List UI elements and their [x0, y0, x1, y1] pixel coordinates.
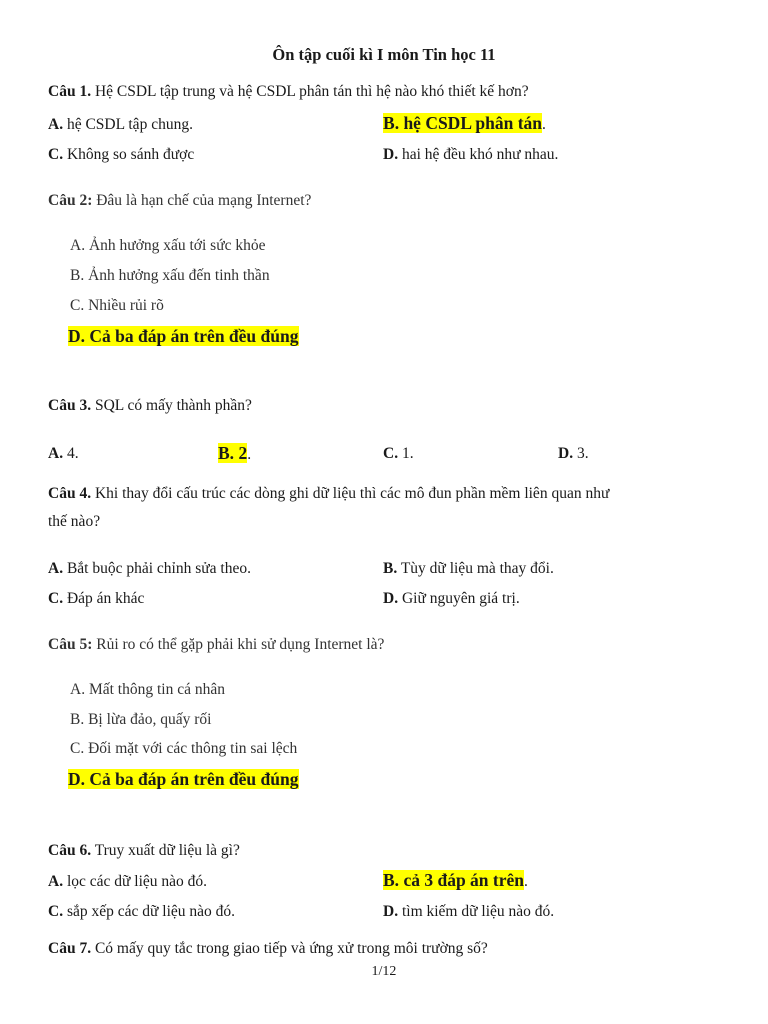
- question-5: [48, 636, 384, 655]
- q6-option-d: D. tìm kiếm dữ liệu nào đó.: [383, 903, 555, 920]
- q6-option-b-answer: B. cả 3 đáp án trên.: [383, 870, 528, 890]
- q3-option-d: D. 3.: [558, 445, 589, 462]
- question-text: SQL có mấy thành phần?: [94, 397, 252, 414]
- q4-option-a: A. Bắt buộc phải chỉnh sửa theo.: [48, 560, 251, 577]
- q2-option-d-answer: [68, 326, 299, 348]
- question-label: Câu 4.: [48, 485, 92, 502]
- q5-option-d-answer: [68, 769, 299, 791]
- option-label: D.: [383, 146, 399, 163]
- question-label: Câu 5:: [48, 636, 93, 653]
- question-text: Truy xuất dữ liệu là gì?: [94, 842, 240, 859]
- q4-option-c: C. Đáp án khác: [48, 590, 145, 607]
- q1-option-b-answer: B. hệ CSDL phân tán.: [383, 113, 546, 133]
- question-label: Câu 3.: [48, 397, 92, 414]
- q1-option-a: [48, 116, 193, 135]
- question-4: [48, 485, 722, 504]
- option-label: C.: [48, 146, 64, 163]
- question-6: [48, 842, 240, 861]
- q5-option-c: C. Đối mặt với các thông tin sai lệch: [70, 740, 298, 757]
- question-1: [48, 83, 529, 102]
- q1-option-d: [383, 146, 558, 165]
- page-title: Ôn tập cuối kì I môn Tin học 11: [272, 45, 496, 64]
- question-4-continued: thế nào?: [48, 513, 101, 530]
- q6-option-a: A. lọc các dữ liệu nào đó.: [48, 873, 208, 890]
- q1-option-c: [48, 146, 194, 165]
- question-label: Câu 6.: [48, 842, 92, 859]
- q3-option-c: C. 1.: [383, 445, 414, 462]
- q4-option-b: B. Tùy dữ liệu mà thay đổi.: [383, 560, 554, 577]
- q3-option-a: A. 4.: [48, 445, 79, 462]
- q6-option-c: C. sắp xếp các dữ liệu nào đó.: [48, 903, 236, 920]
- question-text: Rủi ro có thể gặp phải khi sử dụng Internet là?: [96, 636, 385, 653]
- question-text: Khi thay đổi cấu trúc các dòng ghi dữ liệu thì các mô đun phần mềm liên quan như: [94, 485, 610, 502]
- option-text: hệ CSDL tập chung.: [66, 116, 193, 133]
- highlighted-answer: B. cả 3 đáp án trên: [383, 870, 524, 890]
- q5-option-a: A. Mất thông tin cá nhân: [70, 681, 225, 698]
- option-label: A.: [48, 116, 64, 133]
- q3-option-b-answer: B. 2.: [218, 443, 252, 463]
- question-3: [48, 397, 252, 416]
- question-label: Câu 1.: [48, 83, 92, 100]
- question-2: [48, 192, 311, 211]
- q4-option-d: D. Giữ nguyên giá trị.: [383, 590, 520, 607]
- highlighted-answer: D. Cả ba đáp án trên đều đúng: [68, 769, 299, 789]
- q5-option-b: B. Bị lừa đảo, quấy rối: [70, 711, 212, 728]
- question-text: Hệ CSDL tập trung và hệ CSDL phân tán thì hệ nào khó thiết kế hơn?: [94, 83, 529, 100]
- page-number: 1/12: [371, 964, 397, 979]
- highlighted-answer: B. hệ CSDL phân tán: [383, 113, 543, 133]
- q2-option-c: C. Nhiều rủi rõ: [70, 297, 164, 314]
- question-text: Đâu là hạn chế của mạng Internet?: [96, 192, 312, 209]
- option-text: hai hệ đều khó như nhau.: [401, 146, 559, 163]
- highlighted-answer: B. 2: [218, 443, 248, 463]
- q2-option-b: B. Ảnh hưởng xấu đến tinh thần: [70, 267, 270, 284]
- highlighted-answer: D. Cả ba đáp án trên đều đúng: [68, 326, 299, 346]
- question-7: [48, 940, 488, 959]
- question-label: Câu 2:: [48, 192, 93, 209]
- question-label: Câu 7.: [48, 940, 92, 957]
- question-text: Có mấy quy tắc trong giao tiếp và ứng xử trong môi trường số?: [94, 940, 488, 957]
- option-text: Không so sánh được: [66, 146, 195, 163]
- q2-option-a: A. Ảnh hưởng xấu tới sức khỏe: [70, 237, 266, 254]
